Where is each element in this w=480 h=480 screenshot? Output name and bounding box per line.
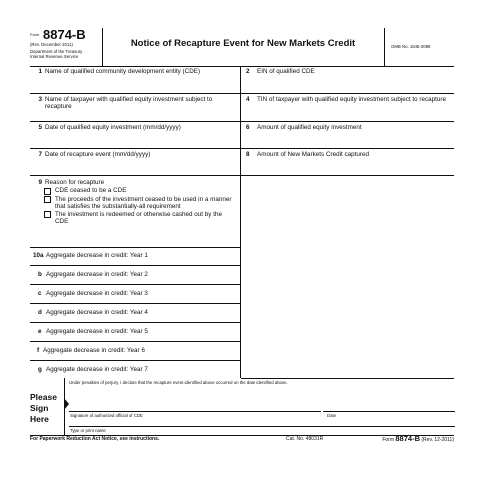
year-label: Aggregate decrease in credit: Year 2	[46, 271, 148, 278]
year-label: Aggregate decrease in credit: Year 4	[46, 309, 148, 316]
line-9-label: Reason for recapture	[45, 179, 105, 186]
footer-form-number: 8874-B	[395, 434, 420, 443]
service-name: Internal Revenue Service	[30, 54, 79, 59]
row-1-2	[30, 66, 454, 94]
year-label: Aggregate decrease in credit: Year 7	[46, 366, 148, 373]
form-header	[30, 28, 454, 67]
footer-form-label: Form	[382, 437, 394, 443]
line-6-field[interactable]	[241, 122, 454, 148]
line-5-field[interactable]	[30, 122, 241, 148]
form-label: Form	[30, 32, 40, 37]
line-10d-field[interactable]	[30, 304, 241, 323]
date-field[interactable]	[323, 411, 455, 412]
line-4-label: TIN of taxpayer with qualified equity investment subject to recapture	[257, 96, 447, 103]
year-label: Aggregate decrease in credit: Year 3	[46, 290, 148, 297]
line-9-10-blank-area	[241, 175, 454, 379]
row-5-6	[30, 122, 454, 149]
agency-block	[30, 49, 102, 59]
footer-form-id	[382, 434, 454, 443]
line-10c-field[interactable]	[30, 285, 241, 304]
line-2-field[interactable]	[241, 66, 454, 93]
form-8874b	[30, 28, 454, 443]
line-number: d	[38, 309, 42, 316]
line-6-label: Amount of qualified equity investment	[257, 124, 362, 131]
row-3-4	[30, 94, 454, 122]
checkbox[interactable]	[44, 196, 51, 203]
form-number: 8874-B	[43, 27, 86, 42]
line-10f-field[interactable]	[30, 342, 241, 361]
sign-section	[30, 378, 454, 436]
form-title: Notice of Recapture Event for New Markets Credit	[130, 38, 356, 49]
reason-option-redeemed[interactable]	[44, 211, 234, 225]
line-3-number: 3	[38, 96, 42, 103]
department-name: Department of the Treasury	[30, 49, 83, 54]
signature-area	[64, 378, 455, 435]
signature-field[interactable]	[69, 411, 321, 412]
perjury-statement: Under penalties of perjury, I declare that the recapture event identified above occurred on the date identified above.	[69, 380, 288, 385]
line-4-number: 4	[246, 96, 250, 103]
line-3-label: Name of taxpayer with qualified equity investment subject to recapture	[45, 96, 213, 110]
line-8-field[interactable]	[241, 149, 454, 175]
reason-option-label: The investment is redeemed or otherwise cashed out by the CDE	[55, 210, 222, 225]
line-number: 10a	[33, 252, 44, 259]
date-caption: Date	[327, 413, 337, 418]
printed-name-field[interactable]	[69, 426, 455, 427]
signature-caption: Signature of authorized official of CDE	[70, 413, 143, 418]
reason-option-cde-ceased[interactable]	[44, 187, 234, 195]
revision-date: (Rev. December 2011)	[30, 42, 73, 47]
line-7-label: Date of recapture event (mm/dd/yyyy)	[45, 151, 151, 158]
line-7-field[interactable]	[30, 149, 241, 175]
line-5-label: Date of qualified equity investment (mm/dd/yyyy)	[45, 124, 181, 131]
line-1-number: 1	[38, 68, 42, 75]
line-2-label: EIN of qualified CDE	[257, 68, 315, 75]
checkbox[interactable]	[44, 188, 51, 195]
year-label: Aggregate decrease in credit: Year 6	[43, 347, 145, 354]
please-text: Please	[30, 392, 57, 402]
line-number: f	[37, 347, 40, 354]
line-number: b	[38, 271, 42, 278]
catalog-number: Cat. No. 48031R	[286, 436, 324, 442]
line-4-field[interactable]	[241, 94, 454, 121]
line-9-reason	[30, 175, 241, 248]
line-3-field[interactable]	[30, 94, 241, 121]
omb-number: OMB No. 1545-2098	[391, 44, 431, 49]
sign-here-label	[30, 392, 57, 425]
line-10g-field[interactable]	[30, 361, 241, 378]
line-8-number: 8	[246, 151, 250, 158]
line-5-number: 5	[38, 124, 42, 131]
printed-name-caption: Type or print name	[70, 428, 106, 433]
line-10e-field[interactable]	[30, 323, 241, 342]
omb-block	[384, 28, 455, 66]
here-text: Here	[30, 414, 49, 424]
line-2-number: 2	[246, 68, 250, 75]
year-label: Aggregate decrease in credit: Year 5	[46, 328, 148, 335]
row-7-8	[30, 149, 454, 176]
reason-option-proceeds[interactable]	[44, 196, 234, 210]
footer-revision: (Rev. 12-2011)	[421, 437, 454, 443]
checkbox[interactable]	[44, 211, 51, 218]
line-10b-field[interactable]	[30, 266, 241, 285]
reason-option-label: CDE ceased to be a CDE	[55, 187, 127, 194]
sign-text: Sign	[30, 403, 49, 413]
line-8-label: Amount of New Markets Credit captured	[257, 151, 369, 158]
line-6-number: 6	[246, 124, 250, 131]
year-label: Aggregate decrease in credit: Year 1	[46, 252, 148, 259]
form-id-block	[30, 28, 103, 66]
line-10a-field[interactable]	[30, 247, 241, 266]
line-number: g	[38, 366, 42, 373]
line-1-field[interactable]	[30, 66, 241, 93]
line-9-number: 9	[38, 179, 42, 186]
line-7-number: 7	[38, 151, 42, 158]
line-1-label: Name of qualified community development entity (CDE)	[45, 68, 201, 75]
paperwork-notice: For Paperwork Reduction Act Notice, see instructions.	[30, 436, 160, 442]
line-number: c	[38, 290, 42, 297]
line-number: e	[38, 328, 42, 335]
reason-option-label: The proceeds of the investment ceased to be used in a manner that satisfies the substantially-all requirement	[55, 195, 232, 210]
